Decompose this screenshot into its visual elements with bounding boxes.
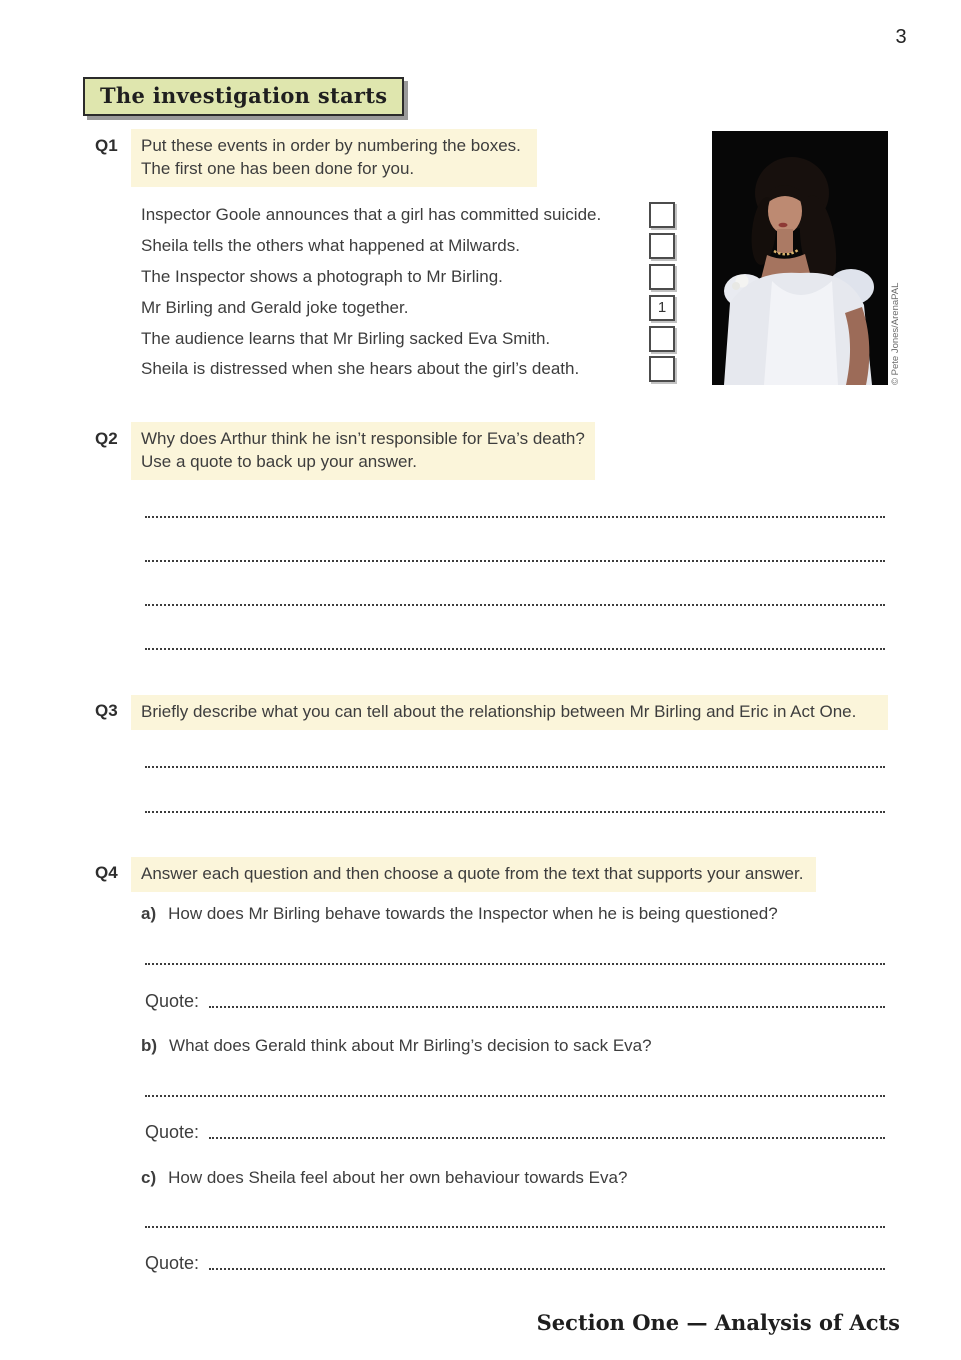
- order-box[interactable]: [649, 264, 675, 290]
- event-text: Mr Birling and Gerald joke together.: [141, 297, 409, 317]
- answer-line[interactable]: [145, 1095, 885, 1097]
- order-box[interactable]: [649, 326, 675, 352]
- part-a-question: How does Mr Birling behave towards the Inspector when he is being questioned?: [168, 904, 778, 923]
- answer-line[interactable]: [145, 766, 885, 768]
- q2-prompt: [131, 422, 595, 480]
- quote-row-c: [145, 1254, 885, 1272]
- quote-row-a: [145, 992, 885, 1010]
- q4-prompt: Answer each question and then choose a quote from the text that supports your answer.: [131, 857, 816, 892]
- answer-line[interactable]: [145, 560, 885, 562]
- part-a-label: a): [141, 904, 157, 923]
- quote-answer-line[interactable]: [209, 1268, 885, 1270]
- answer-line[interactable]: [145, 963, 885, 965]
- part-b-question: What does Gerald think about Mr Birling’s decision to sack Eva?: [169, 1036, 652, 1055]
- q4-part-b: [141, 1036, 881, 1056]
- event-text: Sheila is distressed when she hears about the girl’s death.: [141, 359, 580, 379]
- q4-label: Q4: [95, 863, 118, 882]
- event-text: Inspector Goole announces that a girl has committed suicide.: [141, 205, 602, 225]
- q4-part-c: [141, 1168, 881, 1188]
- event-text: The Inspector shows a photograph to Mr Birling.: [141, 266, 503, 286]
- page-number: 3: [895, 26, 907, 48]
- quote-label: Quote:: [145, 1253, 200, 1273]
- event-text: Sheila tells the others what happened at Milwards.: [141, 236, 520, 256]
- part-c-label: c): [141, 1168, 157, 1187]
- event-text: The audience learns that Mr Birling sacked Eva Smith.: [141, 328, 551, 348]
- q4-part-a: [141, 904, 881, 924]
- q1-prompt-line2: The first one has been done for you.: [141, 159, 415, 178]
- answer-line[interactable]: [145, 516, 885, 518]
- production-photo: [712, 131, 888, 385]
- part-c-question: How does Sheila feel about her own behaviour towards Eva?: [168, 1168, 628, 1187]
- quote-answer-line[interactable]: [209, 1006, 885, 1008]
- answer-line[interactable]: [145, 1226, 885, 1228]
- answer-line[interactable]: [145, 604, 885, 606]
- q2-prompt-line2: Use a quote to back up your answer.: [141, 452, 417, 471]
- actress-illustration: [712, 131, 888, 385]
- event-row: [141, 231, 675, 262]
- photo-credit: © Pete Jones/ArenaPAL: [890, 282, 901, 385]
- q1-prompt-line1: Put these events in order by numbering the boxes.: [141, 136, 521, 155]
- order-box[interactable]: [649, 233, 675, 259]
- quote-row-b: [145, 1123, 885, 1141]
- q1-events-list: [141, 200, 675, 385]
- event-row: [141, 292, 675, 323]
- order-box[interactable]: [649, 356, 675, 382]
- page-title: The investigation starts: [83, 77, 404, 116]
- q3-prompt: Briefly describe what you can tell about the relationship between Mr Birling and Eric in Act One.: [131, 695, 888, 730]
- order-box[interactable]: [649, 202, 675, 228]
- event-row: [141, 323, 675, 354]
- q1-label: Q1: [95, 136, 118, 155]
- q1-prompt: [131, 129, 537, 187]
- event-row: [141, 354, 675, 385]
- answer-line[interactable]: [145, 811, 885, 813]
- q2-prompt-line1: Why does Arthur think he isn’t responsible for Eva’s death?: [141, 429, 585, 448]
- quote-label: Quote:: [145, 1122, 200, 1142]
- section-footer: Section One — Analysis of Acts: [536, 1310, 900, 1335]
- q2-label: Q2: [95, 429, 118, 448]
- answer-line[interactable]: [145, 648, 885, 650]
- q3-label: Q3: [95, 701, 118, 720]
- event-row: [141, 200, 675, 231]
- quote-label: Quote:: [145, 991, 200, 1011]
- order-box-filled[interactable]: 1: [649, 295, 675, 321]
- quote-answer-line[interactable]: [209, 1137, 885, 1139]
- event-row: [141, 262, 675, 293]
- part-b-label: b): [141, 1036, 158, 1055]
